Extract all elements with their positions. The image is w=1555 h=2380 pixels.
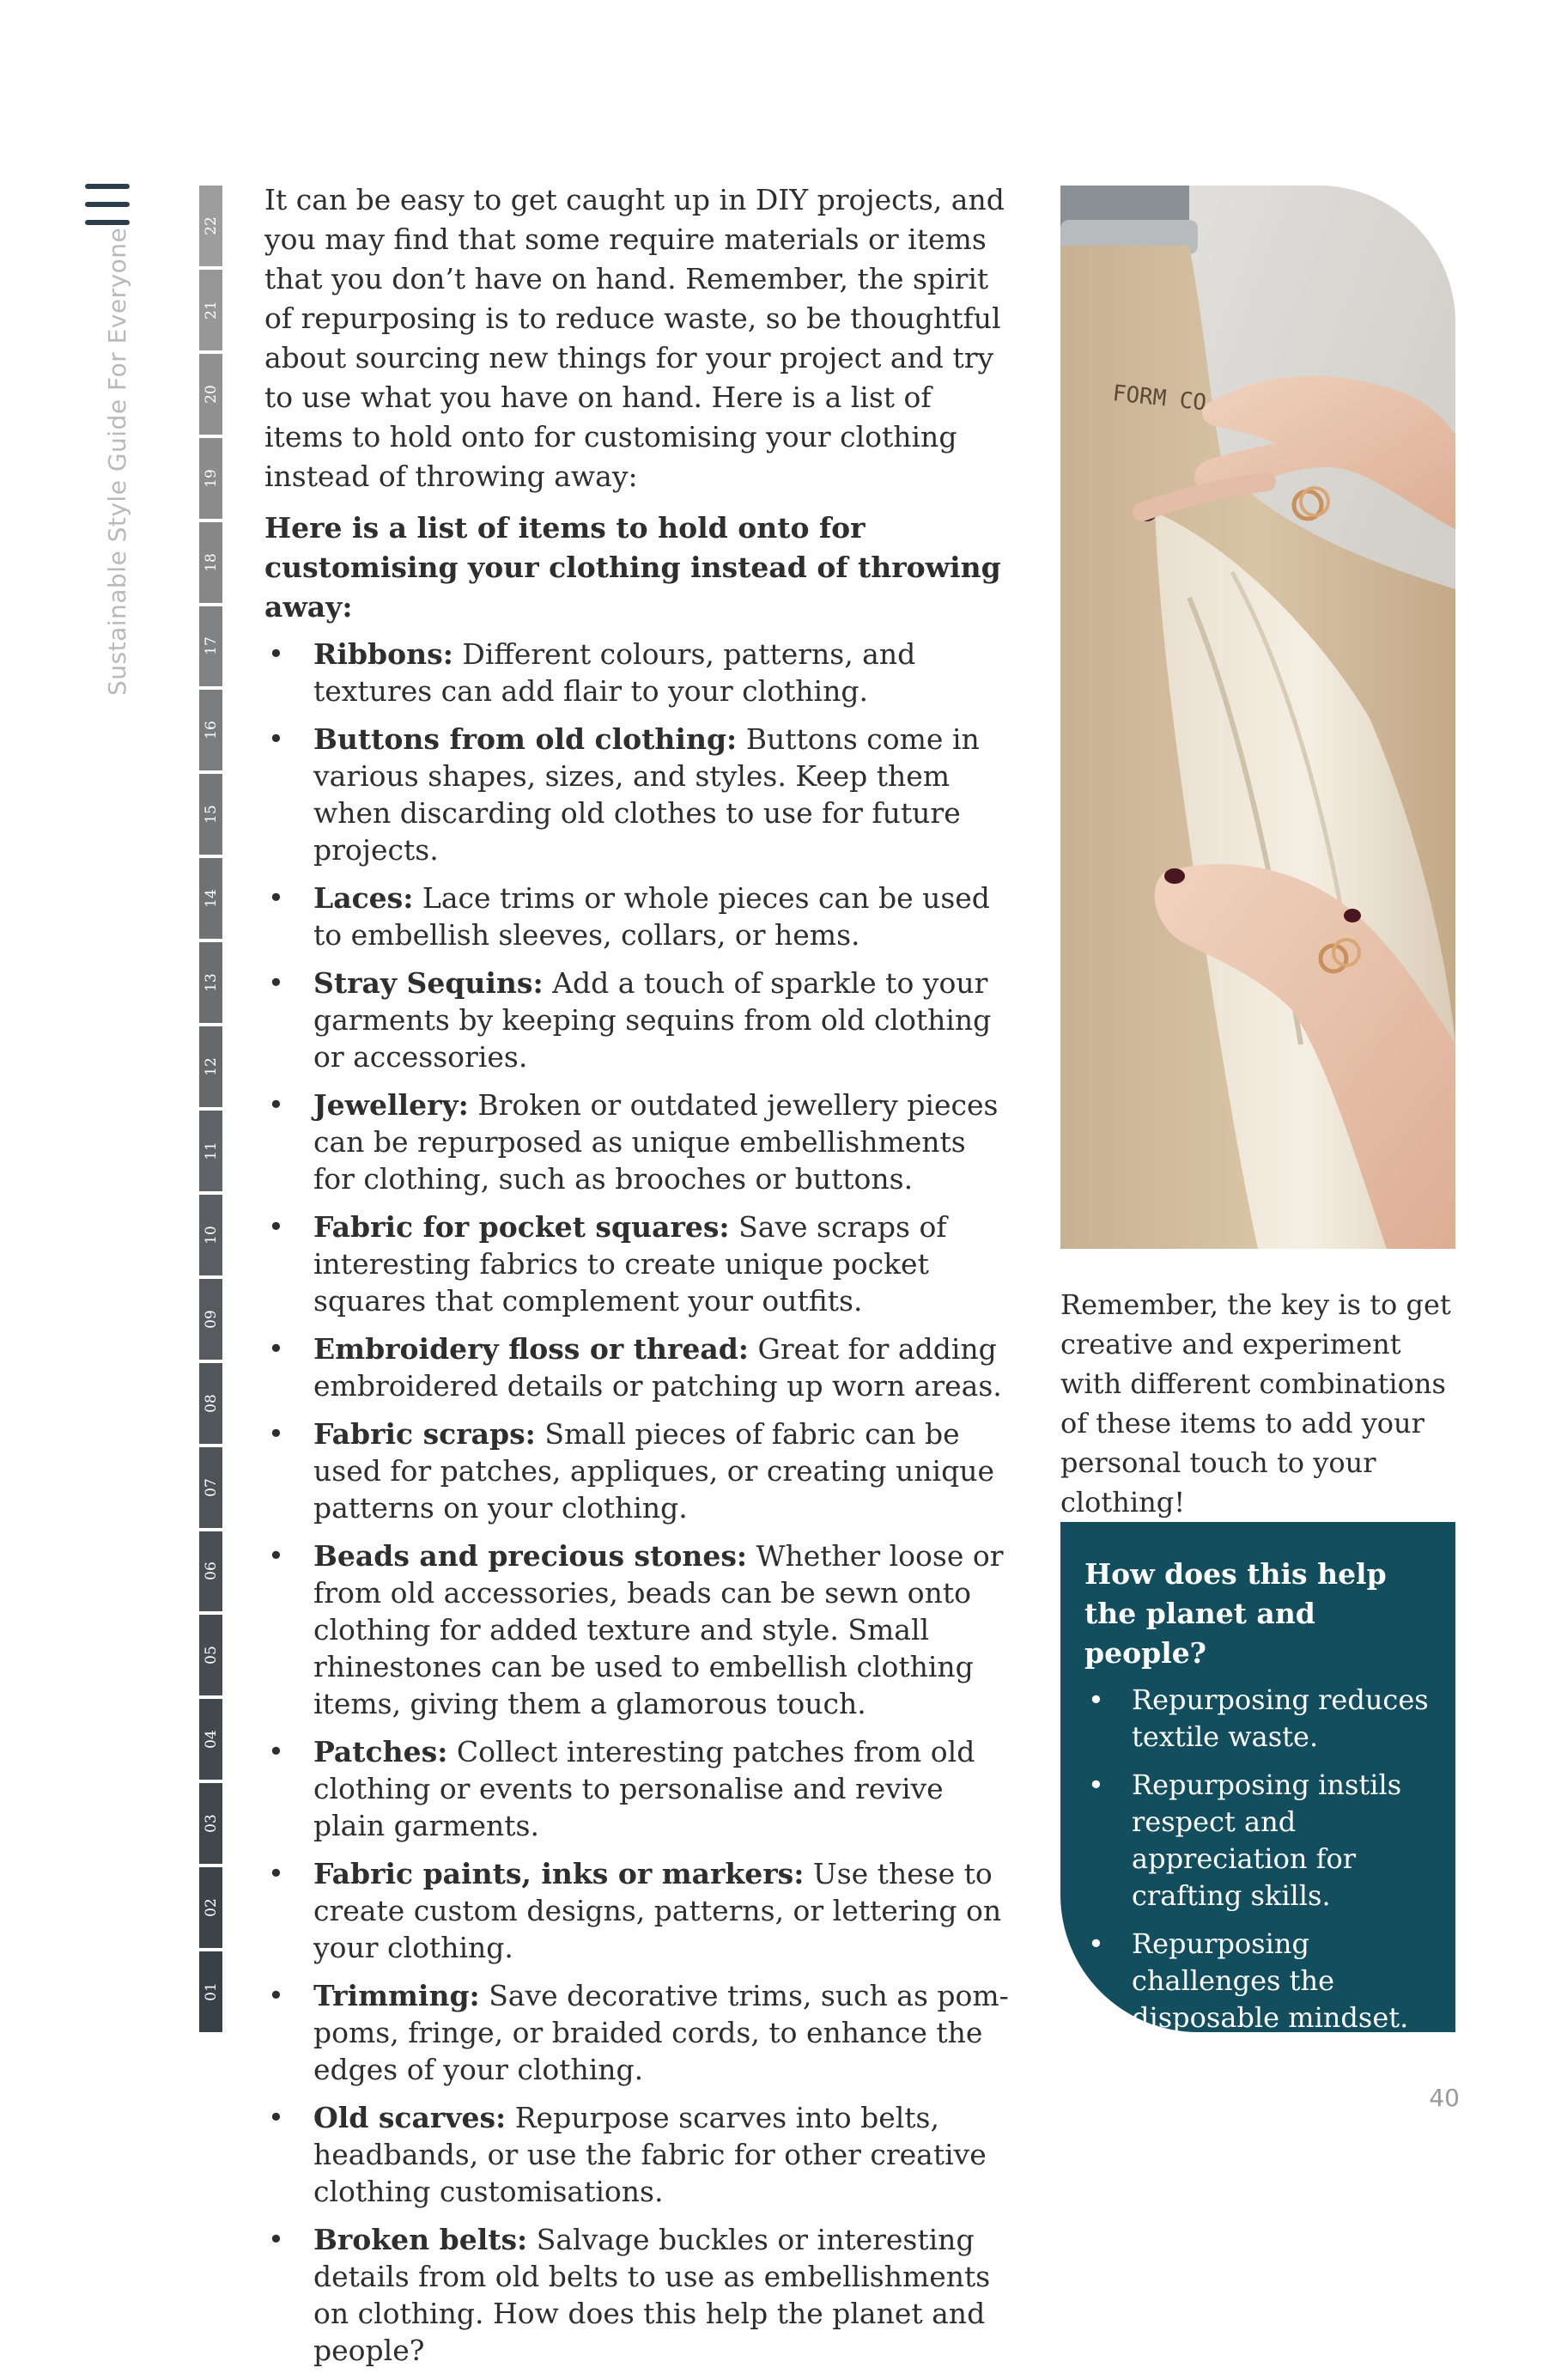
list-item-text: Collect interesting patches from old clothing or events to personalise and revive plain garments. (313, 1735, 975, 1842)
chapter-tab-18[interactable] (199, 522, 222, 603)
chapter-tab-16[interactable] (199, 690, 222, 770)
chapter-tab-label: 16 (202, 721, 220, 740)
remember-paragraph: Remember, the key is to get creative and experiment with different combinations of these items to add your personal touch to your clothing! (1060, 1288, 1451, 1519)
list-item (264, 1977, 1011, 2088)
chapter-tab-01[interactable] (199, 1951, 222, 2032)
chapter-tab-06[interactable] (199, 1531, 222, 1612)
chapter-tab-label: 21 (202, 301, 220, 320)
chapter-tab-10[interactable] (199, 1195, 222, 1275)
chapter-tab-label: 15 (202, 805, 220, 825)
list-item-text: Small pieces of fabric can be used for patches, appliques, or creating unique patterns on your clothing. (313, 1417, 995, 1525)
list-item-title: Fabric scraps: (313, 1417, 536, 1451)
chapter-tab-04[interactable] (199, 1699, 222, 1780)
list-item-text: Lace trims or whole pieces can be used to embellish sleeves, collars, or hems. (313, 881, 990, 952)
chapter-tab-label: 02 (202, 1898, 220, 1917)
list-item (264, 1855, 1011, 1966)
callout-item: • Repurposing instils respect and appreciation for crafting skills. (1084, 1767, 1438, 1914)
list-item-text: Use these to create custom designs, patterns, or lettering on your clothing. (313, 1857, 1002, 1964)
chapter-tab-11[interactable] (199, 1111, 222, 1191)
mannequin-photo (1060, 186, 1455, 1249)
chapter-tab-13[interactable] (199, 942, 222, 1023)
callout-item: • Repurposing challenges the disposable mindset. (1084, 1926, 1438, 2036)
mannequin-label: FORM CO (1111, 380, 1208, 417)
list-item-title: Fabric for pocket squares: (313, 1210, 730, 1244)
list-item (264, 636, 1011, 709)
menu-icon[interactable] (85, 184, 130, 225)
list-item (264, 721, 1011, 868)
chapter-tab-label: 06 (202, 1561, 220, 1581)
chapter-tab-label: 20 (202, 384, 220, 404)
list-item-title: Fabric paints, inks or markers: (313, 1857, 805, 1890)
chapter-tab-17[interactable] (199, 606, 222, 687)
chapter-tab-label: 18 (202, 552, 220, 572)
chapter-tab-label: 03 (202, 1814, 220, 1833)
list-item-title: Stray Sequins: (313, 966, 544, 1000)
chapter-tab-label: 17 (202, 636, 220, 656)
callout-box (1060, 1522, 1455, 2032)
menu-bar (85, 184, 130, 189)
chapter-tab-09[interactable] (199, 1279, 222, 1360)
main-content (264, 180, 1011, 2380)
chapter-tab-20[interactable] (199, 354, 222, 435)
list-item-text: Whether loose or from old accessories, beads can be sewn onto clothing for added texture and style. Small rhinestones can be used to embellish clothing items, giving them a glamorous touch. (313, 1539, 1004, 1720)
list-item-title: Jewellery: (313, 1088, 469, 1122)
chapter-tab-12[interactable] (199, 1026, 222, 1107)
chapter-tab-03[interactable] (199, 1783, 222, 1864)
list-item-text: Save decorative trims, such as pom-poms, fringe, or braided cords, to enhance the edges of your clothing. (313, 1979, 1009, 2086)
chapter-tab-label: 08 (202, 1393, 220, 1413)
list-item-title: Buttons from old clothing: (313, 722, 738, 756)
chapter-tab-label: 07 (202, 1477, 220, 1497)
chapter-tab-02[interactable] (199, 1867, 222, 1948)
chapter-tab-19[interactable] (199, 438, 222, 519)
list-item-text: Great for adding embroidered details or patching up worn areas. (313, 1332, 1002, 1403)
chapter-tab-label: 01 (202, 1982, 220, 2001)
list-item-text: Save scraps of interesting fabrics to create unique pocket squares that complement your outfits. (313, 1210, 947, 1318)
list-item (264, 965, 1011, 1075)
page-number: 40 (1429, 2084, 1460, 2112)
list-item-title: Broken belts: (313, 2223, 528, 2256)
callout-item: • Repurposing reduces textile waste. (1084, 1682, 1438, 1756)
list-item (264, 1208, 1011, 1319)
items-list (264, 636, 1011, 2369)
intro-paragraph: It can be easy to get caught up in DIY projects, and you may find that some require materials or items that you don’t have on hand. Remember, the spirit of repurposing is to reduce waste, so be thoughtful about sourcing new things for your project and try to use what you have on hand. Here is a list of items to hold onto for customising your clothing instead of throwing away: (264, 183, 1005, 493)
chapter-tab-label: 10 (202, 1226, 220, 1245)
callout-title: How does this help the planet and people? (1084, 1557, 1387, 1670)
list-item-title: Embroidery floss or thread: (313, 1332, 749, 1366)
list-item-title: Patches: (313, 1735, 448, 1768)
chapter-tab-08[interactable] (199, 1363, 222, 1444)
chapter-tab-07[interactable] (199, 1447, 222, 1528)
list-item-text: Add a touch of sparkle to your garments by keeping sequins from old clothing or accessories. (313, 966, 992, 1074)
list-item-title: Old scarves: (313, 2101, 507, 2134)
chapter-tab-15[interactable] (199, 774, 222, 855)
chapter-tab-21[interactable] (199, 270, 222, 350)
chapter-tab-label: 05 (202, 1646, 220, 1665)
menu-bar (85, 220, 130, 225)
guide-title: Sustainable Style Guide For Everyone (103, 227, 131, 696)
list-item-title: Ribbons: (313, 637, 453, 671)
chapter-tab-label: 14 (202, 889, 220, 909)
chapter-tab-label: 22 (202, 216, 220, 235)
list-item-text: Broken or outdated jewellery pieces can be repurposed as unique embellishments for clothing, such as brooches or buttons. (313, 1088, 999, 1196)
list-item-text: Buttons come in various shapes, sizes, and styles. Keep them when discarding old clothes to use for future projects. (313, 722, 980, 867)
chapter-tab-label: 13 (202, 973, 220, 992)
chapter-tab-14[interactable] (199, 858, 222, 939)
menu-bar (85, 202, 130, 207)
list-item (264, 2221, 1011, 2369)
list-item (264, 1537, 1011, 1722)
list-item (264, 1733, 1011, 1844)
list-item-text: Repurpose scarves into belts, headbands, or use the fabric for other creative clothing customisations. (313, 2101, 987, 2208)
chapter-tab-label: 19 (202, 468, 220, 488)
list-item-title: Trimming: (313, 1979, 480, 2012)
chapter-tab-22[interactable] (199, 186, 222, 266)
list-item (264, 1087, 1011, 1197)
chapter-nav (199, 186, 222, 2032)
chapter-tab-label: 11 (202, 1141, 220, 1160)
chapter-tab-05[interactable] (199, 1615, 222, 1695)
callout-list (1084, 1682, 1438, 2036)
list-item-title: Beads and precious stones: (313, 1539, 748, 1573)
list-item (264, 1415, 1011, 1526)
list-item (264, 880, 1011, 953)
chapter-tab-label: 12 (202, 1057, 220, 1076)
list-item-text: Salvage buckles or interesting details from old belts to use as embellishments on clothing. How does this help the planet and people? (313, 2223, 991, 2367)
list-item-title: Laces: (313, 881, 414, 915)
list-item-text: Different colours, patterns, and textures can add flair to your clothing. (313, 637, 916, 708)
list-item (264, 2099, 1011, 2210)
list-heading: Here is a list of items to hold onto for customising your clothing instead of throwing away: (264, 511, 1001, 624)
chapter-tab-label: 04 (202, 1730, 220, 1750)
list-item (264, 1330, 1011, 1404)
chapter-tab-label: 09 (202, 1309, 220, 1329)
